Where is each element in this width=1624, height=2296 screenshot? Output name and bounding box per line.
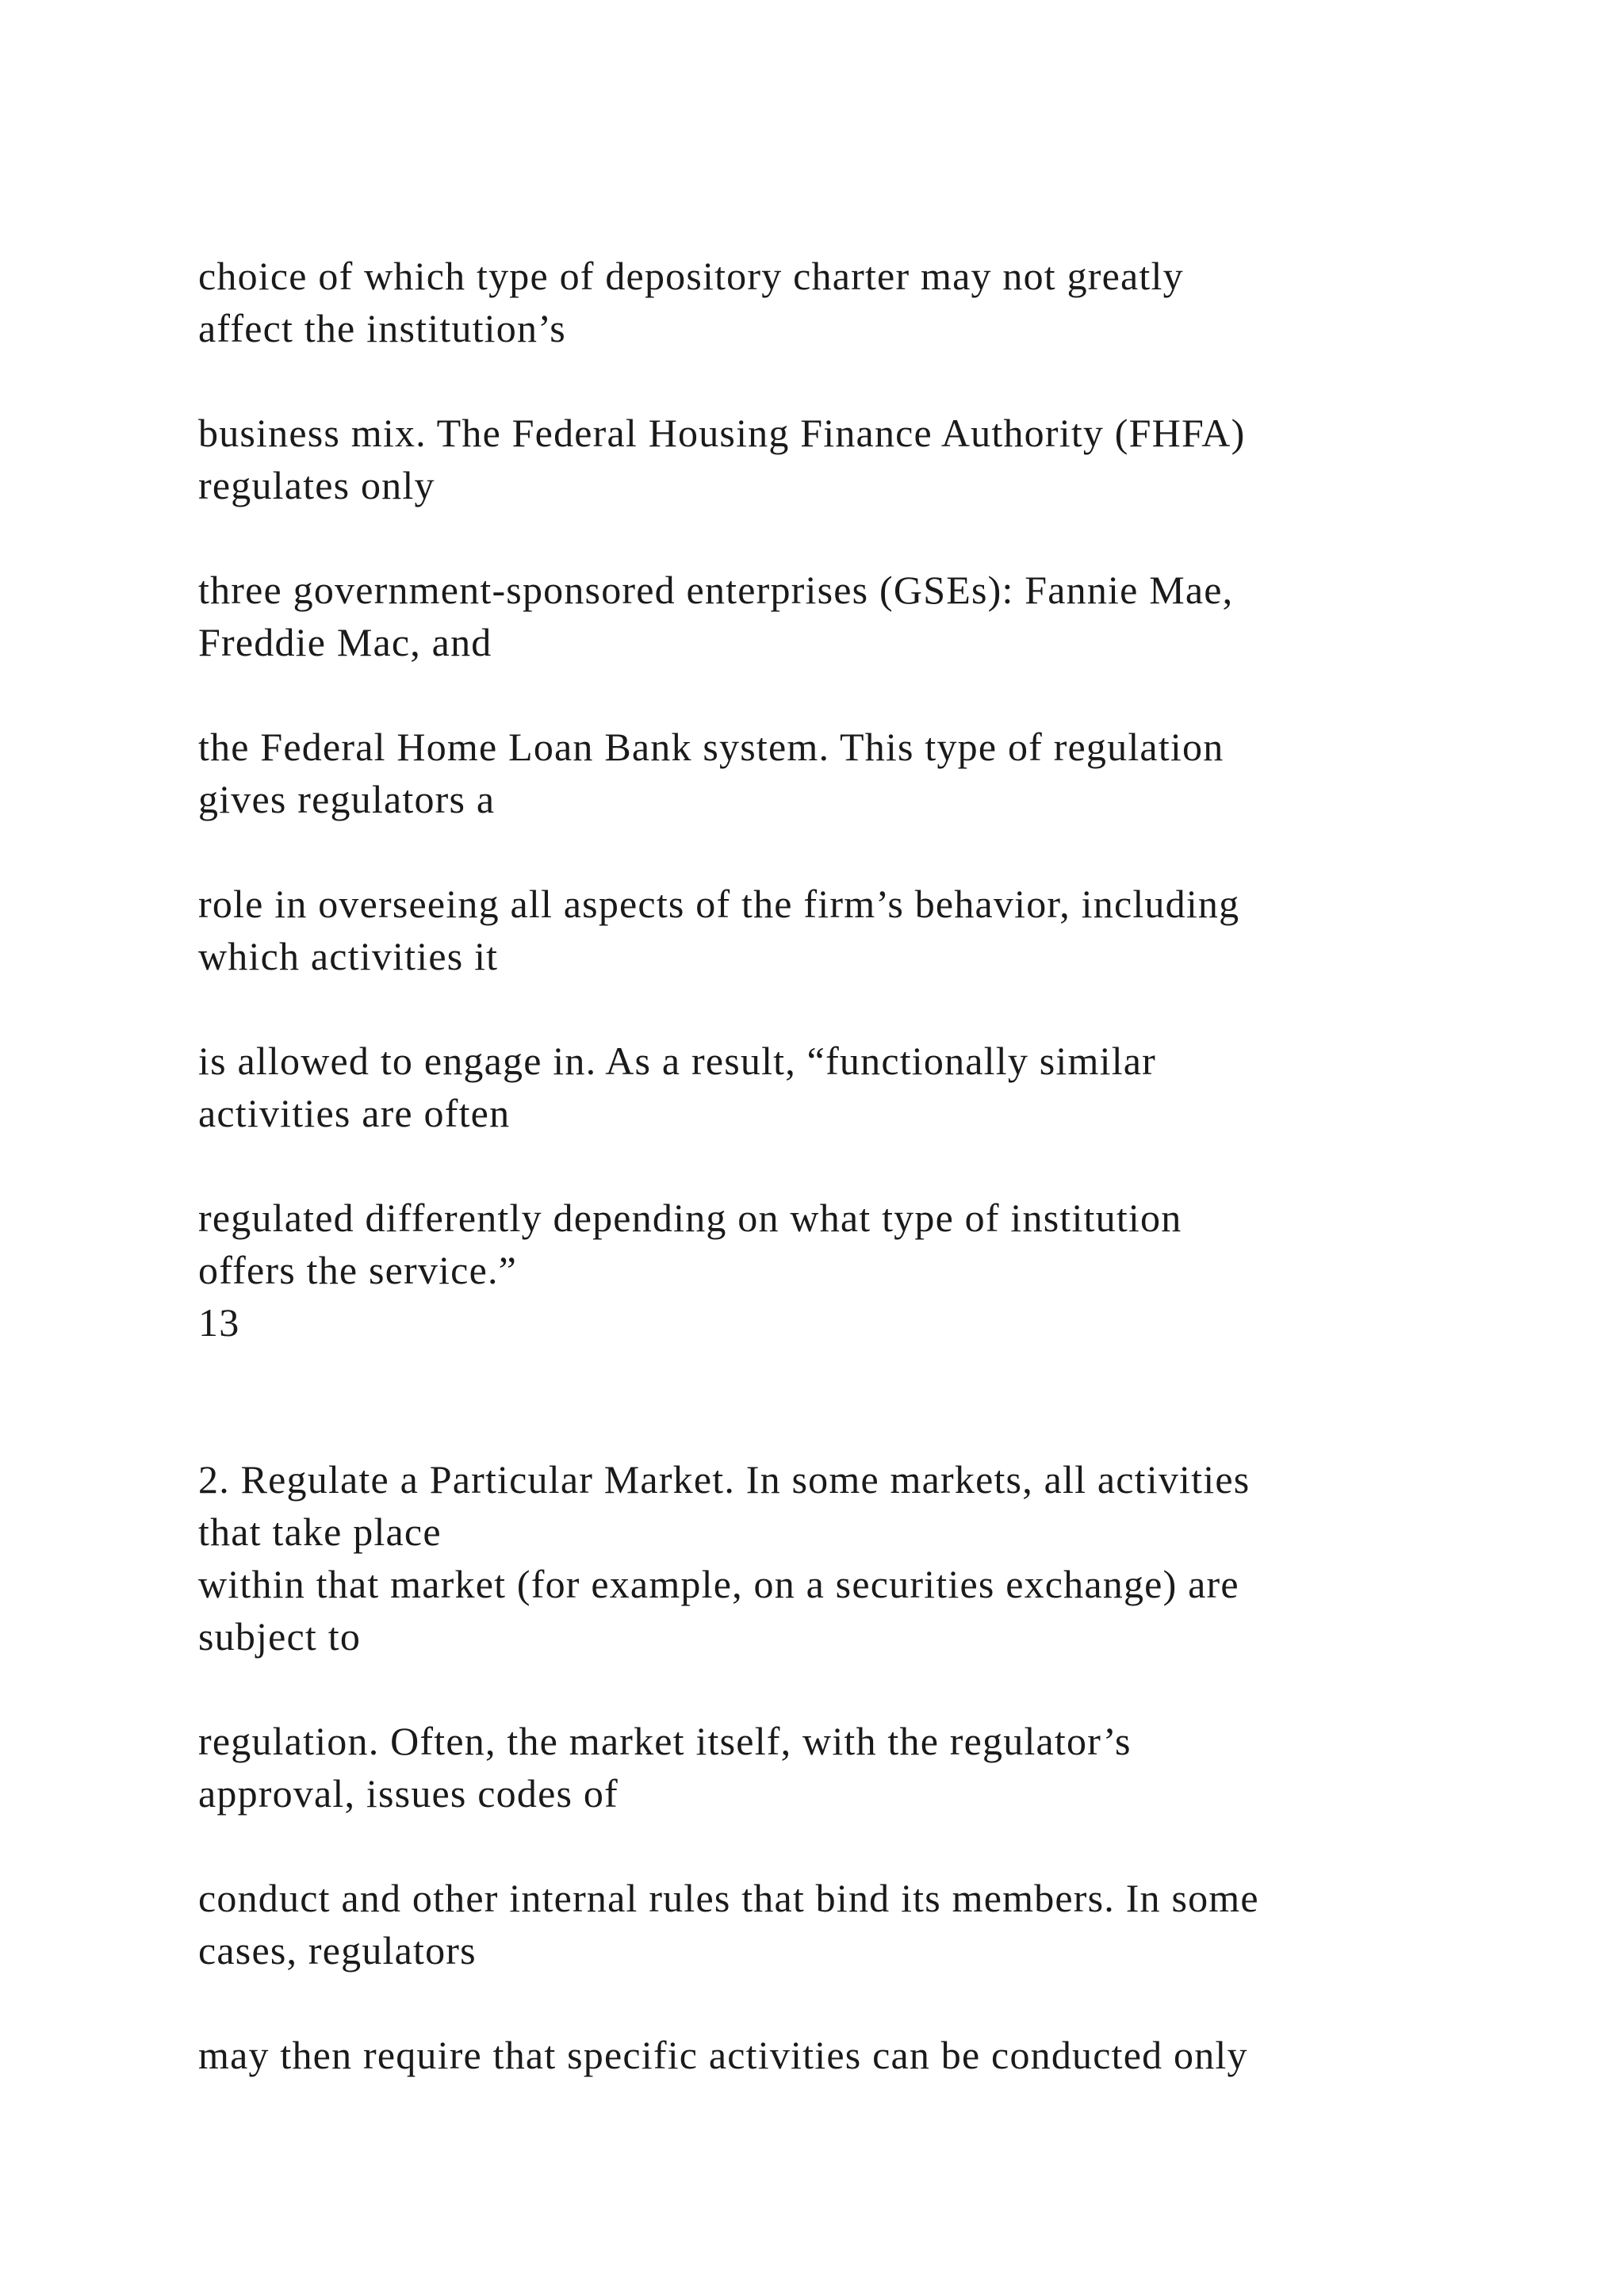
text-line: may then require that specific activities can be conducted only (198, 2033, 1248, 2077)
text-line: regulated differently depending on what type of institution (198, 1196, 1182, 1240)
text-line: the Federal Home Loan Bank system. This type of regulation (198, 725, 1224, 769)
text-line: subject to (198, 1614, 362, 1659)
text-line: business mix. The Federal Housing Finance Authority (FHFA) (198, 411, 1246, 455)
footnote-number: 13 (198, 1300, 240, 1345)
text-line: offers the service.” (198, 1248, 518, 1292)
text-line: three government-sponsored enterprises (GSEs): Fannie Mae, (198, 568, 1234, 612)
text-line: that take place (198, 1510, 442, 1554)
text-line: conduct and other internal rules that bind its members. In some (198, 1876, 1259, 1920)
text-line: affect the institution’s (198, 306, 566, 350)
text-line: gives regulators a (198, 777, 496, 821)
text-line: 2. Regulate a Particular Market. In some markets, all activities (198, 1457, 1251, 1502)
text-line: approval, issues codes of (198, 1771, 619, 1816)
text-line: is allowed to engage in. As a result, “functionally similar (198, 1039, 1157, 1083)
text-line: Freddie Mac, and (198, 620, 492, 664)
text-line: activities are often (198, 1091, 511, 1135)
text-line: choice of which type of depository charter may not greatly (198, 254, 1184, 298)
text-line: within that market (for example, on a securities exchange) are (198, 1562, 1239, 1606)
text-line: regulates only (198, 463, 435, 507)
text-line: role in overseeing all aspects of the firm’s behavior, including (198, 882, 1240, 926)
text-line: cases, regulators (198, 1928, 477, 1973)
text-line: which activities it (198, 934, 499, 978)
text-line: regulation. Often, the market itself, with the regulator’s (198, 1719, 1132, 1763)
